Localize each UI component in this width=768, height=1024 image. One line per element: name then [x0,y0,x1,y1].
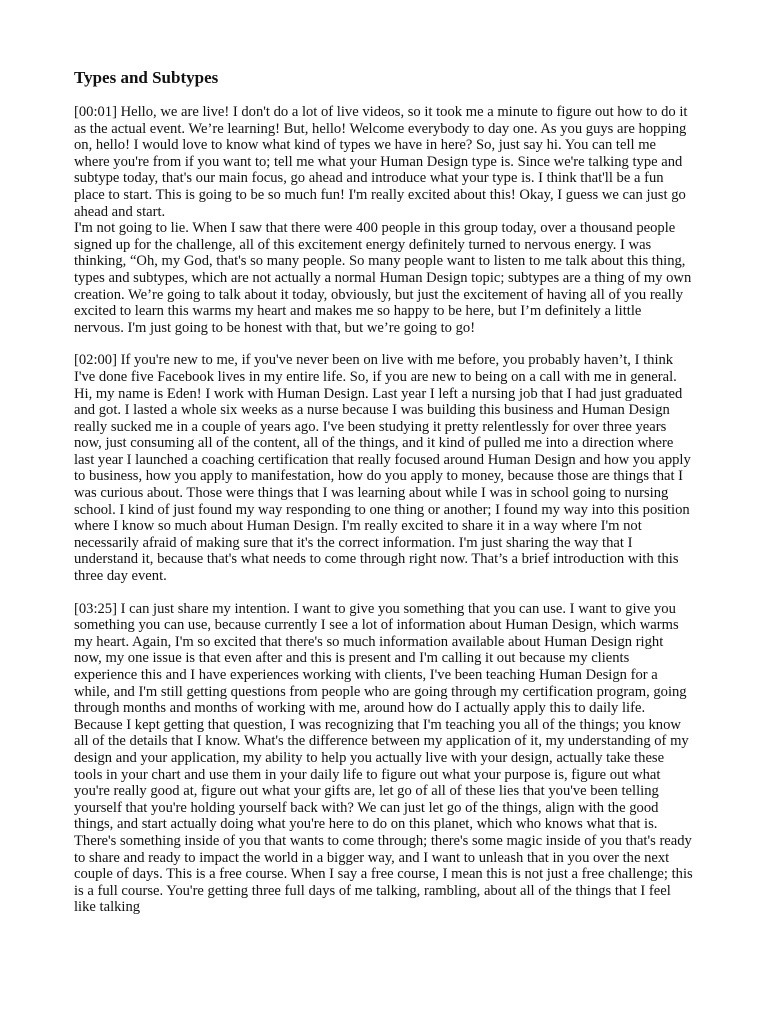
document-title: Types and Subtypes [74,68,219,87]
paragraph-intro: [00:01] Hello, we are live! I don't do a lot of live videos, so it took me a minute to figure out how to do it as the actual event. We’re learning! But, hello! Welcome everybody to day one. As you guys are hopping on, hello! I would love to know what kind of types we have in here? So, just say hi. You can tell me where you're from if you want to; tell me what your Human Design type is. Since we're talking type and subtype today, that's our main focus, go ahead and introduce what your type is. I think that'll be a fun place to start. This is going to be so much fun! I'm really excited about this! Okay, I guess we can just go ahead and start. [74,104,688,220]
document-page [74,68,694,932]
paragraph-nervous: I'm not going to lie. When I saw that there were 400 people in this group today, over a thousand people signed up for the challenge, all of this excitement energy definitely turned to nervous energy. I was thinking, “Oh, my God, that's so many people. So many people want to listen to me talk about this thing, types and subtypes, which are not actually a normal Human Design topic; subtypes are a thing of my own creation. We’re going to talk about it today, obviously, but just the excitement of having all of you really excited to learn this warms my heart and makes me so happy to be here, but I’m definitely a little nervous. I'm just going to be honest with that, but we’re going to go! [74,220,692,336]
paragraph-intention: [03:25] I can just share my intention. I want to give you something that you can use. I want to give you something you can use, because currently I see a lot of information about Human Design, which warms my heart. Again, I'm so excited that there's so much information available about Human Design right now, my one issue is that even after and this is present and I'm calling it out because my clients experience this and I have experiences working with clients, I've been teaching Human Design for a while, and I'm still getting questions from people who are going through my certification program, going through months and months of working with me, around how do I actually apply this to daily life. Because I kept getting that question, I was recognizing that I'm teaching you all of the things; you know all of the details that I know. What's the difference between my application of it, my understanding of my design and your application, my ability to help you actually live with your design, actually take these tools in your chart and use them in your daily life to figure out what your purpose is, figure out what you're really good at, figure out what your gifts are, let go of all of these lies that you've been telling yourself that you're holding yourself back with? We can just let go of the things, align with the good things, and start actually doing what you're here to do on this planet, which who knows what that is. There's something inside of you that wants to come through; there's some magic inside of you that's ready to share and ready to impact the world in a bigger way, and I want to unleash that in you over the next couple of days. This is a free course. When I say a free course, I mean this is not just a free challenge; this is a full course. You're getting three full days of me talking, rambling, about all of the things that I feel like talking [74,600,693,916]
paragraph-about-eden: [02:00] If you're new to me, if you've never been on live with me before, you probably haven’t, I think I've done five Facebook lives in my entire life. So, if you are new to being on a call with me in general. Hi, my name is Eden! I work with Human Design. Last year I left a nursing job that I had just graduated and got. I lasted a whole six weeks as a nurse because I was building this business and Human Design really sucked me in a couple of years ago. I've been studying it pretty relentlessly for over three years now, just consuming all of the content, all of the things, and it kind of pulled me into a direction where last year I launched a coaching certification that really focused around Human Design and how you apply to business, how you apply to manifestation, how do you apply to money, because those are things that I was curious about. Those were things that I was learning about while I was in school going to nursing school. I kind of just found my way responding to one thing or another; I found my way into this position where I know so much about Human Design. I'm really excited to share it in a way where I'm not necessarily afraid of making sure that it's the correct information. I'm just sharing the way that I understand it, because that's what needs to come through right now. That’s a brief introduction with this three day event. [74,352,691,585]
